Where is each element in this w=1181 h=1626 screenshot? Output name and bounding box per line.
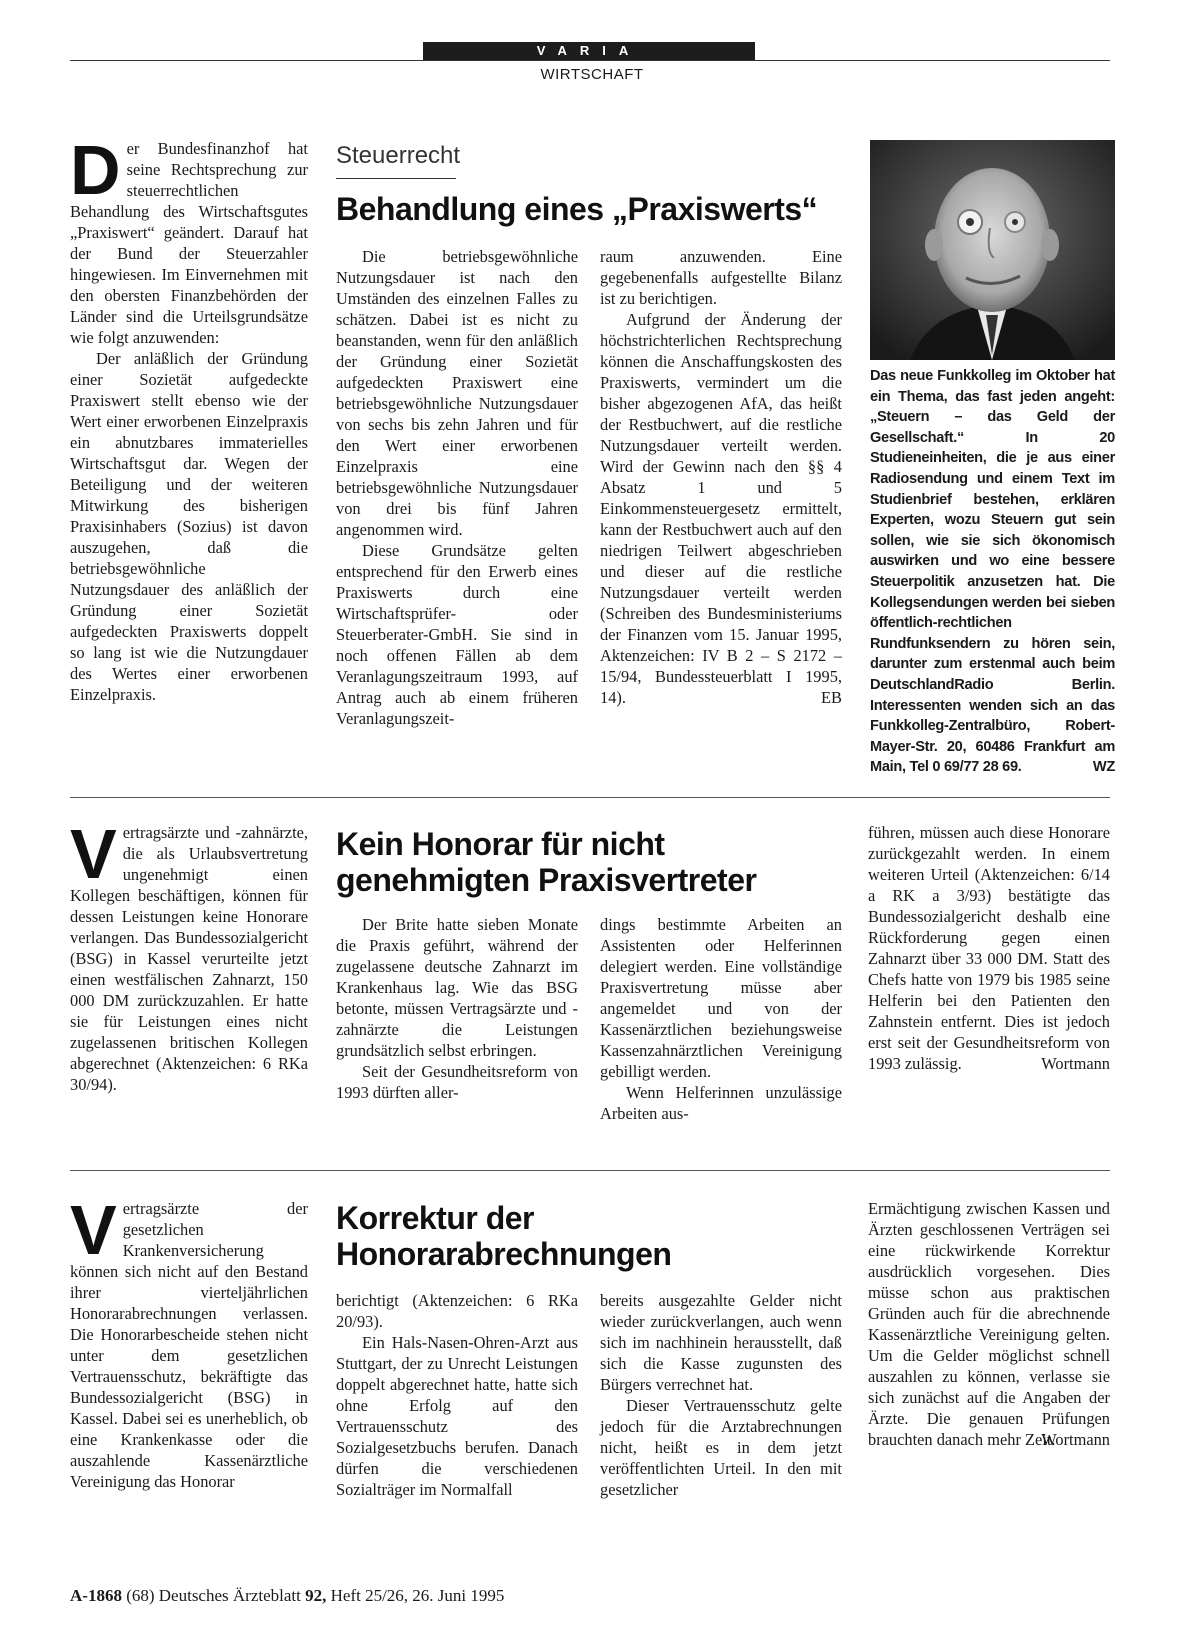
page-footer [70,1586,504,1606]
article3-signature: Wortmann [1041,1430,1110,1449]
article2-paragraph: Der Brite hatte sieben Monate die Praxis geführt, während der zugelassene deutsche Zahnarzt im Krankenhaus lag. Wie das BSG betonte, müssen Vertragsärzte und -zahnärzte die Leistungen grundsätzlich selbst erbringen. [336,915,578,1060]
article1-column1 [70,131,308,705]
article3-column4 [868,1198,1110,1450]
page-number: A-1868 [70,1586,122,1605]
article3-paragraph: ertragsärzte der gesetzlichen Krankenversicherung können sich nicht auf den Bestand ihrer vierteljährlichen Honorarabrechnungen verlassen. Die Honorarbescheide stehen nicht unter dem gesetzlichen Vertrauensschutz, bekräftigte das Bundessozialgericht (BSG) in Kassel. Dabei sei es unerheblich, ob eine Krankenkasse oder die auszahlende Kassenärztliche Vereinigung das Honorar [70,1199,308,1491]
article2-column2 [336,914,578,1103]
article1-kicker: Steuerrecht [336,142,461,169]
article3-column1 [70,1191,308,1492]
article1-paragraph: raum anzuwenden. Eine gegebenenfalls aufgestellte Bilanz ist zu berichtigen. [600,247,842,308]
article1-paragraph: Aufgrund der Änderung der höchstrichterlichen Rechtsprechung können die Anschaffungskosten des Praxiswerts, vermindert um die bisher abgezogenen AfA, das heißt der Restbuchwert, auf die restliche Nutzungsdauer verteilt werden. Wird der Gewinn nach den §§ 4 Absatz 1 und 5 Einkommensteuergesetz ermittelt, kann der Restbuchwert auch auf den niedrigen Teilwert abgeschrieben und dieser auf die restliche Nutzungsdauer verteilt werden (Schreiben des Bundesministeriums der Finanzen vom 15. Januar 1995, Aktenzeichen: IV B 2 – S 2172 – 15/94, Bundessteuerblatt I 1995, 14). [600,310,842,707]
article3-paragraph: Ein Hals-Nasen-Ohren-Arzt aus Stuttgart, der zu Unrecht Leistungen doppelt abgerechnet hatte, hatte sich ohne Erfolg auf den Vertrauensschutz des Sozialgesetzbuchs berufen. Danach dürfen die verschiedenen Sozialträger im Normalfall [336,1333,578,1499]
article1-paragraph: Die betriebsgewöhnliche Nutzungsdauer ist nach den Umständen des einzelnen Falles zu schätzen. Dabei ist es nicht zu beanstanden, wenn für den anläßlich der Gründung einer Sozietät aufgedeckten Praxiswert eine betriebsgewöhnliche Nutzungsdauer von sechs bis zehn Jahren und für den Wert einer erworbenen Einzelpraxis eine betriebsgewöhnliche Nutzungsdauer von drei bis fünf Jahren angenommen wird. [336,247,578,539]
portrait-photo [870,140,1115,360]
photo-caption [870,366,1115,778]
article3-paragraph: Dieser Vertrauensschutz gelte jedoch für die Arztabrechnungen nicht, heißt es in dem jetzt veröffentlichten Urteil. In den mit gesetzlicher [600,1396,842,1499]
article2-paragraph: führen, müssen auch diese Honorare zurückgezahlt werden. In einem weiteren Urteil (Aktenzeichen: 6/14 a RK a 3/93) bestätigte das Bundessozialgericht deshalb eine Rückforderung gegen einen Zahnarzt über 33 000 DM. Statt des Chefs hatte von 1979 bis 1985 seine Helferin bei den Patienten den Zahnstein entfernt. Dies ist jedoch erst seit der Gesundheitsreform von 1993 zulässig. [868,823,1110,1073]
article-separator [70,797,1110,798]
article2-paragraph: Seit der Gesundheitsreform von 1993 dürften aller- [336,1062,578,1102]
article1-signature: EB [821,688,842,707]
article2-paragraph: Wenn Helferinnen unzulässige Arbeiten aus- [600,1083,842,1123]
article3-paragraph: berichtigt (Aktenzeichen: 6 RKa 20/93). [336,1291,578,1331]
kicker-rule [336,178,456,179]
article3-column3 [600,1290,842,1500]
article1-header [336,142,846,227]
article3-headline: Korrektur der Honorarabrechnungen [336,1200,672,1272]
article-separator [70,1170,1110,1171]
article3-column2 [336,1290,578,1500]
article2-signature: Wortmann [1041,1054,1110,1073]
article3-dropcap: V [70,1191,117,1269]
header-rule [70,60,1110,61]
section-banner: VARIA [423,42,755,60]
article2-column1 [70,815,308,1095]
article1-headline: Behandlung eines „Praxiswerts“ [336,191,818,227]
article2-paragraph: ertragsärzte und -zahnärzte, die als Urlaubsvertretung ungenehmigt einen Kollegen beschäftigen, können für dessen Leistungen keine Honorare verlangen. Das Bundessozialgericht (BSG) in Kassel verurteilte jetzt einen westfälischen Zahnarzt, 150 000 DM zurückzuzahlen. Er hatte sie für Leistungen eines nicht zugelassenen britischen Kollegen abgerechnet (Aktenzeichen: 6 RKa 30/94). [70,823,308,1094]
article1-column3 [600,246,842,708]
article1-paragraph: Der anläßlich der Gründung einer Sozietät aufgedeckte Praxiswert stellt ebenso wie der Wert einer erworbenen Einzelpraxis ein abnutzbares immaterielles Wirtschaftsgut dar. Wegen der Beteiligung und der weiteren Mitwirkung des bisherigen Praxisinhabers (Sozius) ist davon auszugehen, daß die betriebsgewöhnliche Nutzungsdauer des anläßlich der Gründung einer Sozietät aufgedeckten Praxiswerts doppelt so lang ist wie die Nutzungdauer des Wertes einer erworbenen Einzelpraxis. [70,349,308,704]
article1-paragraph: Diese Grundsätze gelten entsprechend für den Erwerb eines Praxiswerts durch eine Wirtschaftsprüfer- oder Steuerberater-GmbH. Sie sind in noch offenen Fällen ab dem Veranlagungszeitraum 1993, auf Antrag auch ab einem früheren Veranlagungszeit- [336,541,578,728]
portrait-image [870,140,1115,360]
article2-column4 [868,822,1110,1074]
caption-signature: WZ [1092,759,1115,776]
volume-number: 92, [305,1586,327,1605]
caption-text: Das neue Funkkolleg im Oktober hat ein Thema, das fast jeden angeht: „Steuern – das Geld der Gesellschaft.“ In 20 Studieneinheiten, die je aus einer Radiosendung und einem Text im Studienbrief bestehen, erklären Experten, wozu Steuern gut sein sollen, wie sie sich ökonomisch auswirken und wo eine bessere Steuerpolitik anzusetzen hat. Die Kollegsendungen werden bei sieben öffentlich-rechtlichen Rundfunksendern zu hören sein, darunter zum erstenmal auch beim DeutschlandRadio Berlin. Interessenten wenden sich an das Funkkolleg-Zentralbüro, Robert-Mayer-Str. 20, 60486 Frankfurt am Main, Tel 0 69/77 28 69. [870,368,1115,776]
issue-prefix: (68) Deutsches Ärzteblatt [126,1586,301,1605]
article2-headline: Kein Honorar für nicht genehmigten Praxisvertreter [336,826,757,898]
article1-dropcap: D [70,131,121,209]
subsection-label: WIRTSCHAFT [540,66,644,83]
article3-paragraph: bereits ausgezahlte Gelder nicht wieder zurückverlangen, auch wenn sich im nachhinein herausstellt, daß sich die Kasse zugunsten des Bürgers verrechnet hat. [600,1291,842,1394]
article1-column2 [336,246,578,729]
article2-column3 [600,914,842,1124]
article1-paragraph: er Bundesfinanzhof hat seine Rechtsprechung zur steuerrechtlichen Behandlung des Wirtschaftsgutes „Praxiswert“ geändert. Darauf hat der Bund der Steuerzahler hingewiesen. Im Einvernehmen mit den obersten Finanzbehörden der Länder sind die Urteilsgrundsätze wie folgt anzuwenden: [70,139,308,347]
article2-dropcap: V [70,815,117,893]
article3-paragraph: Ermächtigung zwischen Kassen und Ärzten geschlossenen Verträgen sei eine rückwirkende Korrektur ausdrücklich vorgesehen. Dies müsse schon aus praktischen Gründen auch für die abrechnende Kassenärztliche Vereinigung gelten. Um die Gelder möglichst schnell auszahlen zu können, verlasse sie sich zunächst auf die Angaben der Ärzte. Die genauen Prüfungen brauchten danach mehr Zeit. [868,1199,1110,1449]
issue-suffix: Heft 25/26, 26. Juni 1995 [330,1586,505,1605]
article2-paragraph: dings bestimmte Arbeiten an Assistenten oder Helferinnen delegiert werden. Eine vollständige Praxisvertretung müsse aber angemeldet und von der Kassenärztlichen beziehungsweise Kassenzahnärztlichen Vereinigung gebilligt werden. [600,915,842,1081]
